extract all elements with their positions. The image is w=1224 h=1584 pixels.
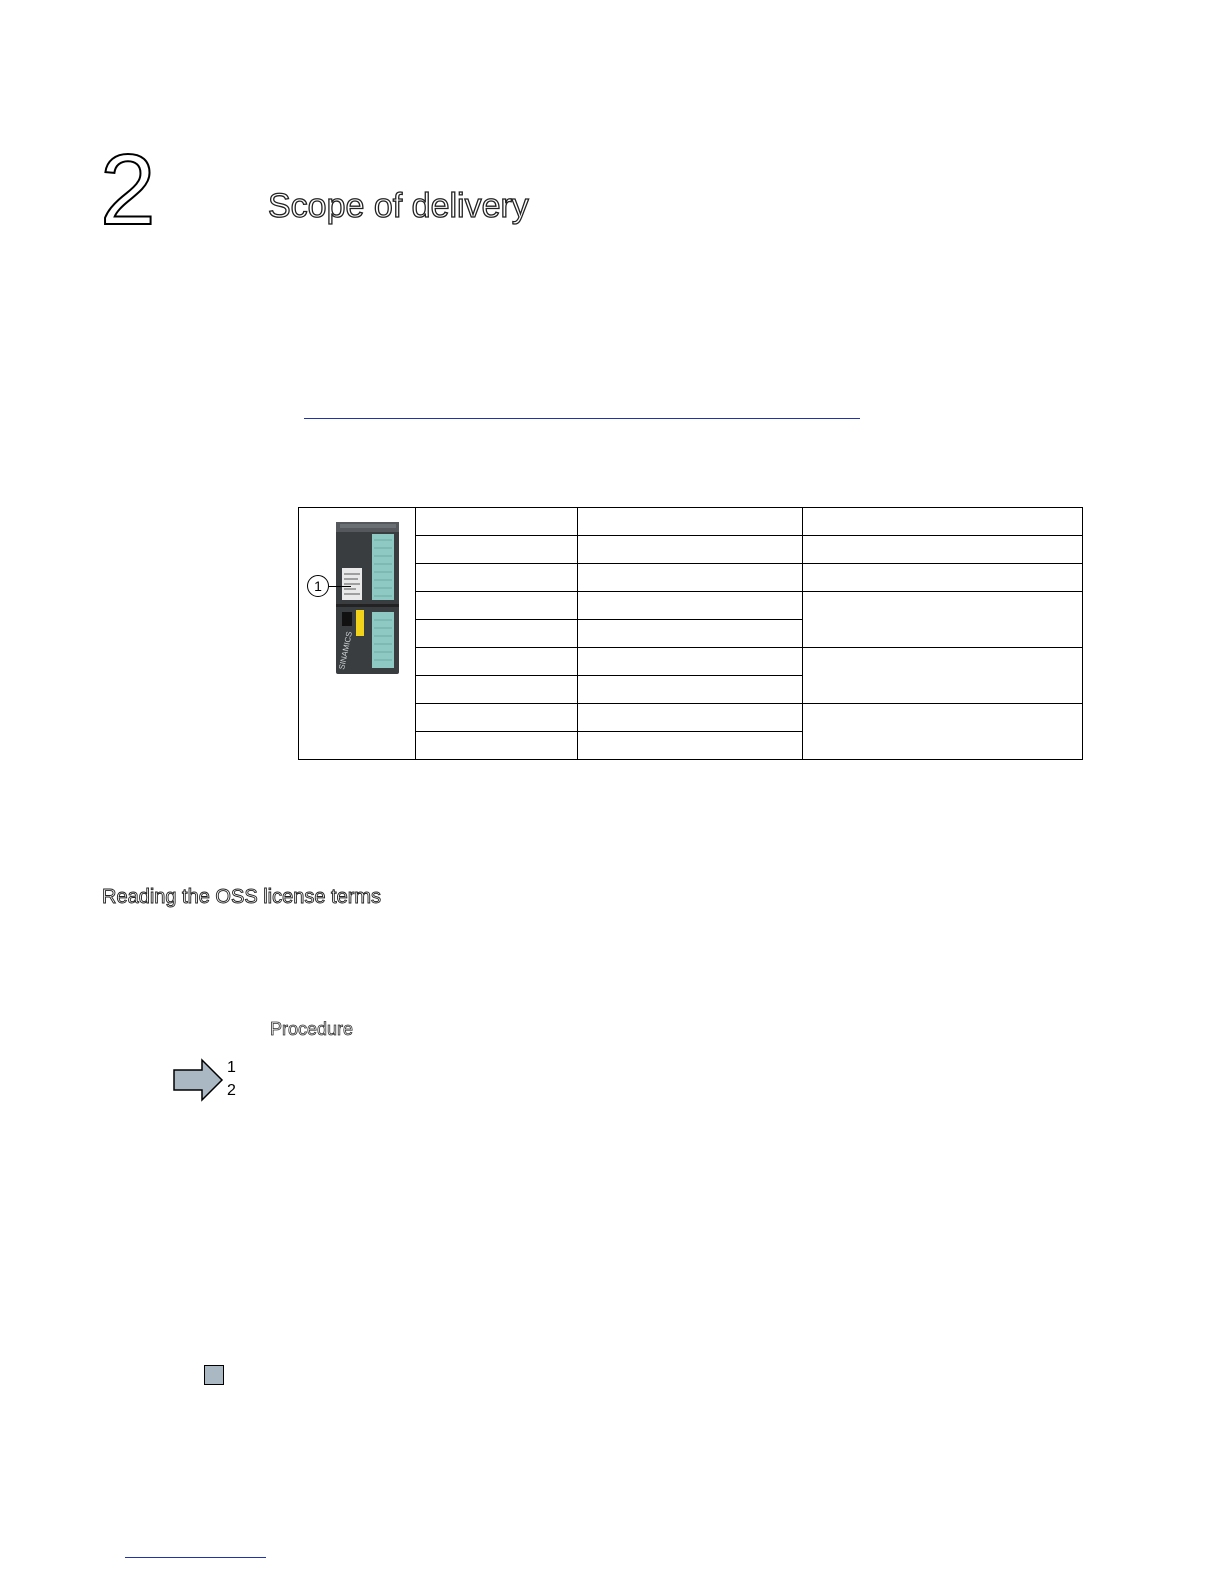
table-cell	[416, 592, 578, 620]
table-cell	[803, 648, 1083, 704]
table-cell	[803, 592, 1083, 648]
procedure-heading: Procedure	[270, 1019, 354, 1039]
table-cell	[416, 536, 578, 564]
table-cell	[416, 732, 578, 760]
device-image-cell	[299, 508, 416, 760]
footer-link-underline[interactable]	[125, 1557, 266, 1558]
table-cell	[578, 508, 803, 536]
table-cell	[803, 508, 1083, 536]
table-cell	[578, 676, 803, 704]
chapter-title: Scope of delivery	[268, 187, 529, 225]
table-cell	[416, 508, 578, 536]
step-number: 2	[227, 1082, 236, 1099]
table-cell	[416, 564, 578, 592]
procedure-arrow-icon	[172, 1058, 224, 1102]
callout-marker: 1	[307, 575, 329, 597]
section-heading: Reading the OSS license terms	[102, 886, 382, 908]
hyperlink-underline[interactable]	[304, 418, 860, 419]
table-cell	[803, 536, 1083, 564]
delivery-table	[298, 507, 1083, 760]
table-cell	[803, 704, 1083, 760]
table-cell	[578, 620, 803, 648]
table-cell	[416, 704, 578, 732]
table-cell	[578, 704, 803, 732]
table-cell	[416, 648, 578, 676]
table-cell	[803, 564, 1083, 592]
table-cell	[578, 564, 803, 592]
table-cell	[578, 592, 803, 620]
table-cell	[416, 620, 578, 648]
end-of-procedure-icon	[204, 1365, 224, 1385]
table-cell	[578, 536, 803, 564]
table-cell	[578, 648, 803, 676]
table-cell	[578, 732, 803, 760]
table-cell	[416, 676, 578, 704]
control-unit-image	[334, 522, 401, 674]
callout-leader-line	[329, 586, 351, 587]
chapter-number: 2	[100, 134, 156, 246]
step-number: 1	[227, 1059, 236, 1076]
device-brand-text: SINAMICS	[337, 630, 354, 671]
